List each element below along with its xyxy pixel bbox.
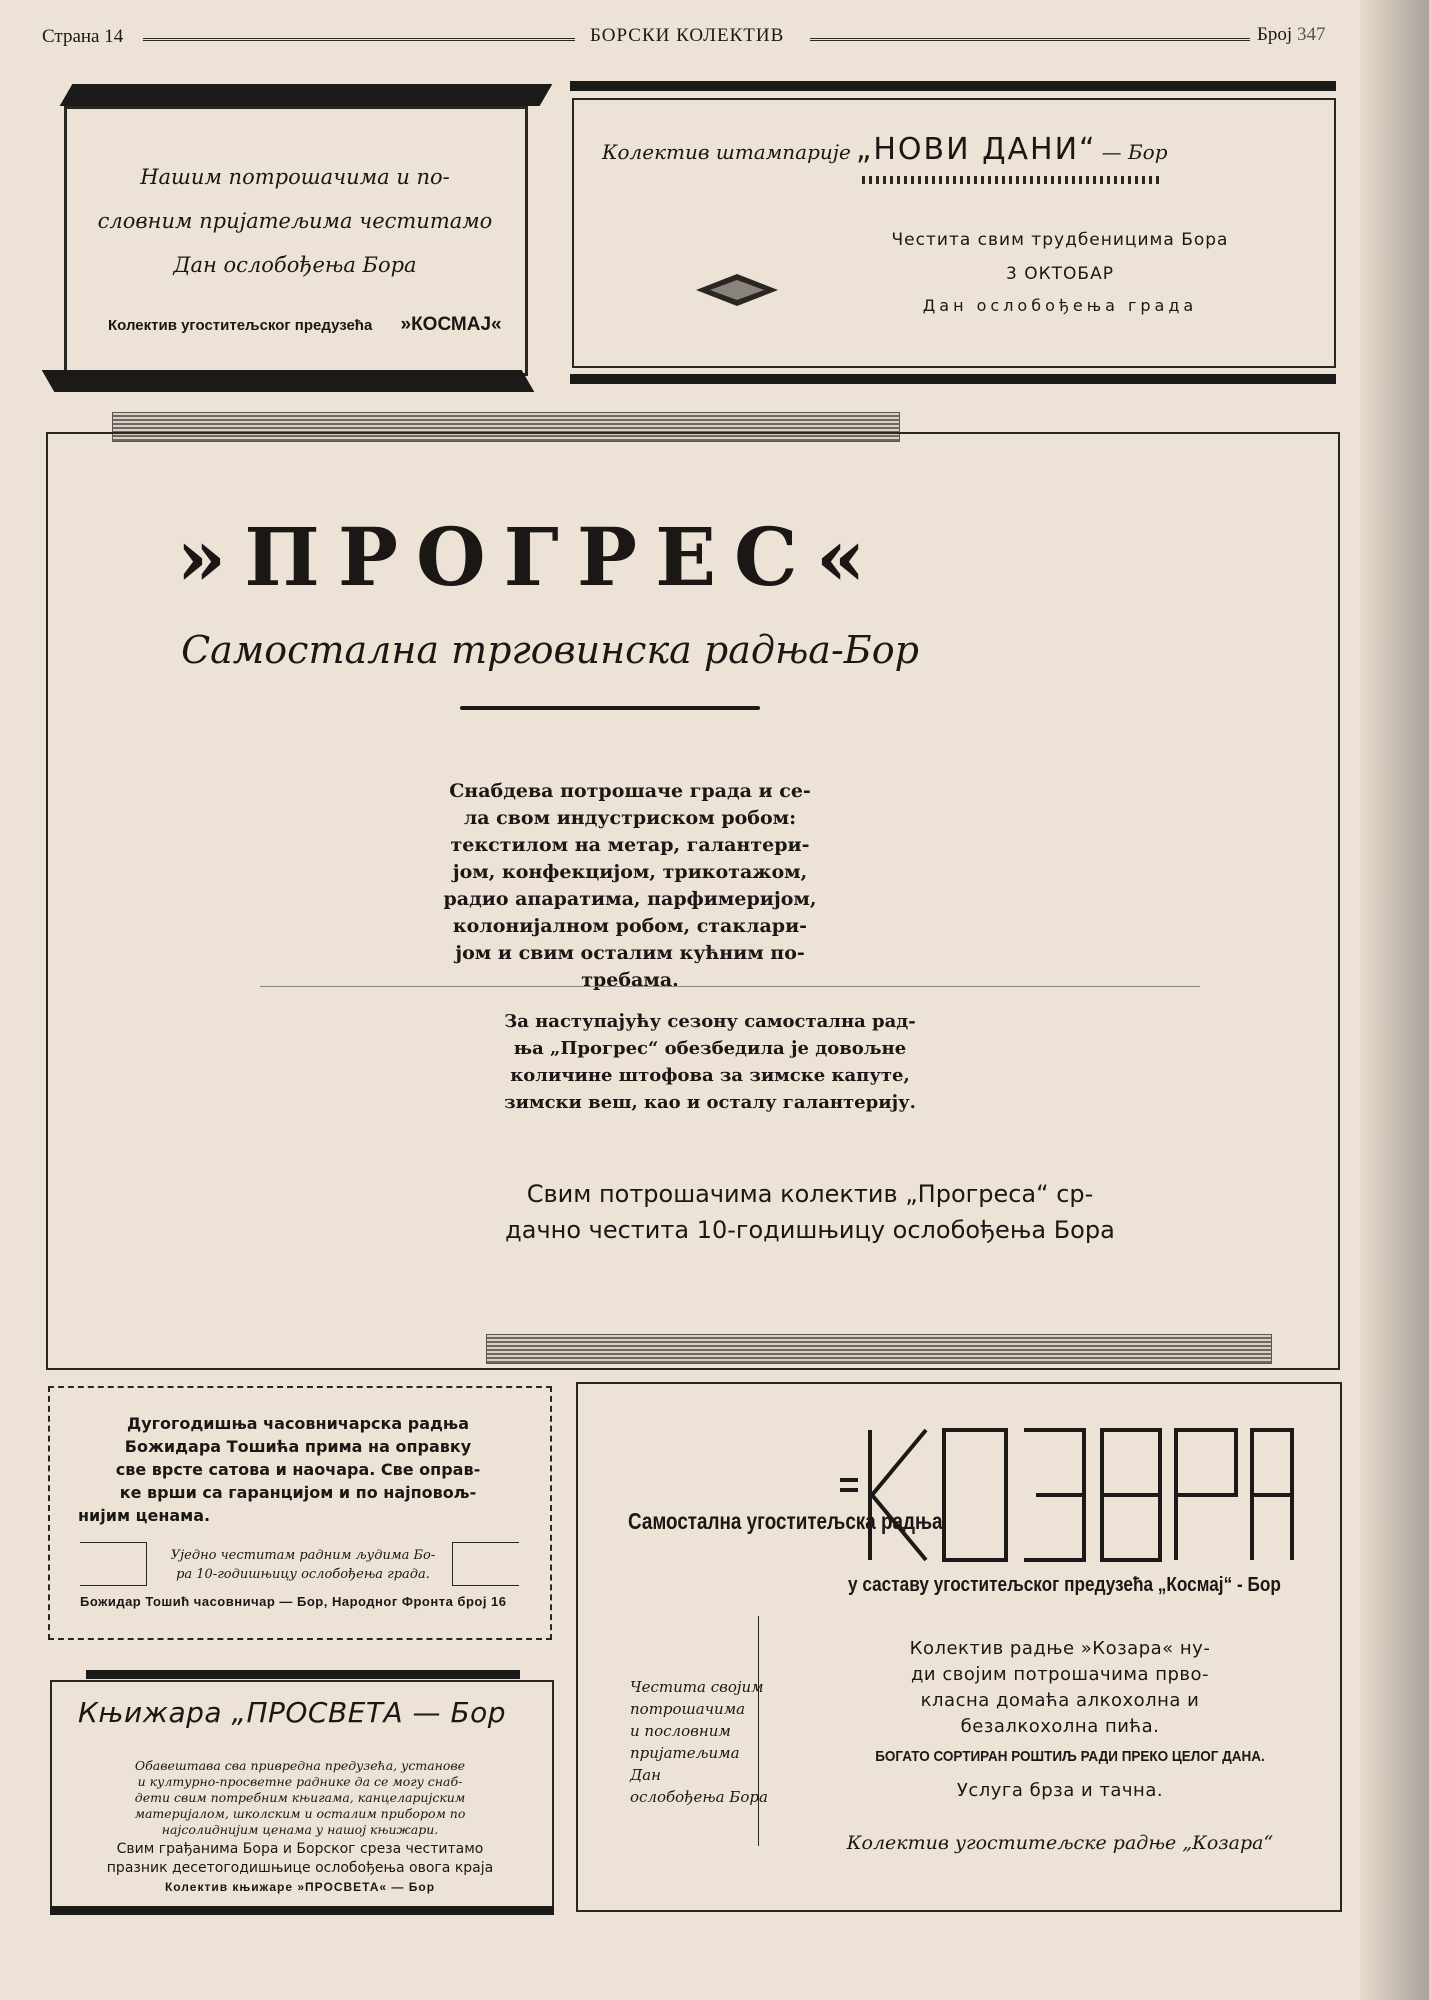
prosveta-title: Књижара „ПРОСВЕТА — Бор (78, 1696, 507, 1729)
kosmaj-greeting-line: словним пријатељима честитамо (97, 209, 493, 233)
novi-dani-name: „НОВИ ДАНИ“ (855, 132, 1097, 167)
tosic-greeting (158, 1546, 448, 1584)
kozara-greeting-line: пријатељима (630, 1744, 740, 1762)
issue-label-text: Број (1257, 24, 1293, 45)
progres-closing (380, 1176, 1240, 1248)
issue-number: 347 (1296, 24, 1326, 45)
progres-paragraph1 (350, 778, 910, 994)
page-label: Страна 14 (42, 26, 124, 47)
kozara-signature: Колектив угоститељске радње „Козара“ (846, 1832, 1274, 1854)
prosveta-greeting-line: празник десетогодишњице ослобођења овога краја (106, 1860, 494, 1876)
tosic-greeting-line: ра 10-годишњицу ослобођења града. (176, 1567, 430, 1582)
kosmaj-top-bar (60, 84, 553, 106)
kozara-subline: у саставу угоститељског предузећа „Космај“ - Бор (848, 1574, 1281, 1596)
progres-closing-line: Свим потрошачима колектив „Прогреса“ ср- (526, 1180, 1094, 1208)
tosic-body-line: Дугогодишња часовничарска радња (126, 1414, 470, 1433)
novi-dani-prefix: Колектив штампарије (602, 140, 851, 164)
kozara-greeting-line: потрошачима (630, 1700, 746, 1718)
kosmaj-signature-name: »КОСМАЈ« (400, 314, 502, 335)
prosveta-top-bar (86, 1670, 520, 1679)
prosveta-greeting-line: Свим грађанима Бора и Борског среза честитамо (116, 1841, 484, 1857)
progres-p1-line: јом, конфекцијом, трикотажом, (452, 861, 808, 883)
progres-p2-line: зимски веш, као и осталу галантерију. (504, 1092, 916, 1113)
tosic-body-line: све врсте сатова и наочара. Све оправ- (115, 1460, 481, 1479)
diamond-ornament-icon (696, 270, 778, 310)
kozara-greeting-line: ослобођења Бора (630, 1788, 768, 1806)
progres-p1-line: радио апаратима, парфимеријом, (443, 888, 817, 910)
novi-dani-heading (602, 132, 1314, 167)
kozara-body-line: Колектив радње »Козара« ну- (909, 1638, 1211, 1659)
tosic-body-line: ке врши са гаранцијом и по најповољ- (119, 1483, 477, 1502)
kozara-service: Услуга брза и тачна. (956, 1780, 1164, 1801)
prosveta-body-line: Обавештава сва привредна предузећа, установе (134, 1758, 466, 1773)
progres-p2-line: За наступајућу сезону самостална рад- (504, 1011, 916, 1032)
kozara-body-line: класна домаћа алкохолна и (920, 1690, 1200, 1711)
kozara-name-graphic (840, 1420, 1300, 1570)
kozara-greeting-line: Дан (630, 1766, 662, 1784)
kosmaj-signature-prefix: Колектив угоститељског предузећа (108, 317, 373, 334)
kozara-greeting-line: Честита својим (630, 1678, 764, 1696)
kosmaj-greeting-line: Дан ослобођења Бора (173, 253, 417, 277)
progres-p2-line: ња „Прогрес“ обезбедила је довољне (513, 1038, 907, 1059)
progres-p1-line: требама. (581, 969, 679, 991)
header-rule-right (810, 38, 1250, 41)
novi-dani-line3: Дан ослобођења града (922, 296, 1198, 315)
binding-gutter (1360, 0, 1429, 2000)
tosic-body-line: нијим ценама. (78, 1506, 211, 1525)
tosic-box-left (80, 1542, 147, 1586)
kosmaj-signature (108, 314, 502, 336)
progres-wavy-bottom (486, 1334, 1272, 1364)
novi-dani-top-bar (570, 81, 1336, 91)
prosveta-body-line: најсолиднијим ценама у нашој књижари. (161, 1822, 439, 1837)
issue-label (1257, 24, 1325, 46)
prosveta-greeting (64, 1840, 536, 1878)
prosveta-body (68, 1758, 532, 1838)
progres-fold-line (260, 986, 1200, 987)
progres-p1-line: јом и свим осталим кућним по- (455, 942, 805, 964)
prosveta-signature: Колектив књижаре »ПРОСВЕТА« — Бор (164, 1880, 436, 1894)
progres-p2-line: количине штофова за зимске капуте, (510, 1065, 910, 1086)
tosic-body (62, 1412, 534, 1527)
header-rule-left (143, 38, 575, 41)
novi-dani-line2: 3 ОКТОБАР (1006, 264, 1114, 284)
novi-dani-body (840, 230, 1280, 315)
kozara-body-line: безалкохолна пића. (960, 1716, 1160, 1737)
progres-closing-line: дачно честита 10-годишњицу ослобођења Бора (505, 1216, 1115, 1244)
prosveta-bottom-bar (50, 1906, 554, 1915)
tosic-box-right (452, 1542, 519, 1586)
kozara-greeting (630, 1676, 810, 1808)
novi-dani-suffix: — Бор (1101, 140, 1168, 164)
prosveta-body-line: и културно-просветне раднике да се могу снаб- (137, 1774, 463, 1789)
kosmaj-bottom-bar (42, 370, 535, 392)
kozara-name (840, 1420, 1300, 1570)
kozara-highlight: БОГАТО СОРТИРАН РОШТИЉ РАДИ ПРЕКО ЦЕЛОГ ДАНА. (875, 1748, 1265, 1765)
squiggle-underline (862, 176, 1162, 184)
novi-dani-line1: Честита свим трудбеницима Бора (891, 230, 1229, 250)
progres-title: »ПРОГРЕС« (176, 510, 884, 604)
masthead: БОРСКИ КОЛЕКТИВ (590, 25, 785, 46)
kozara-body-line: ди својим потрошачима прво- (910, 1664, 1210, 1685)
prosveta-body-line: дети свим потребним књигама, канцеларијским (134, 1790, 466, 1805)
progres-p1-line: ла свом индустриском робом: (463, 807, 797, 829)
progres-p1-line: колонијалном робом, стаклари- (452, 915, 808, 937)
kozara-greeting-line: и пословним (630, 1722, 731, 1740)
progres-p1-line: текстилом на метар, галантери- (450, 834, 810, 856)
progres-paragraph2 (440, 1008, 980, 1116)
progres-subtitle: Самостална трговинска радња-Бор (181, 628, 919, 672)
kosmaj-greeting (80, 155, 510, 287)
novi-dani-bottom-bar (570, 374, 1336, 384)
tosic-body-line: Божидара Тошића прима на оправку (124, 1437, 472, 1456)
kozara-prefix: Самостална угоститељска радња (628, 1508, 943, 1534)
tosic-signature: Божидар Тошић часовничар — Бор, Народног Фронта број 16 (80, 1594, 507, 1609)
progres-divider (460, 706, 760, 710)
kozara-body (860, 1636, 1260, 1740)
progres-p1-line: Снабдева потрошаче града и се- (449, 780, 811, 802)
tosic-greeting-line: Уједно честитам радним људима Бо- (170, 1548, 436, 1563)
kosmaj-greeting-line: Нашим потрошачима и по- (140, 165, 450, 189)
prosveta-body-line: материјалом, школским и осталим прибором по (134, 1806, 466, 1821)
